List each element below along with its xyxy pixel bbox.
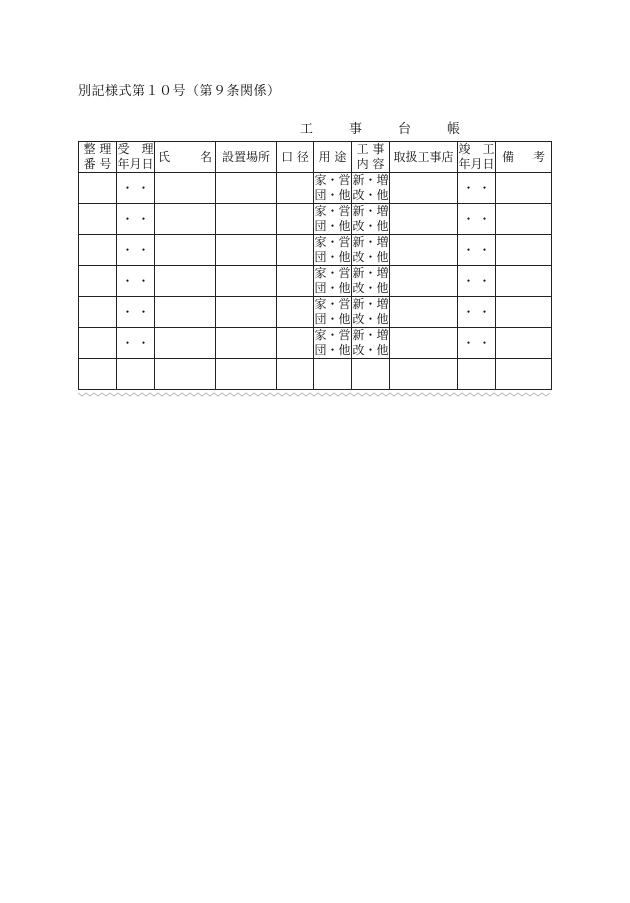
cell-setchi[interactable] xyxy=(216,173,277,204)
table-row xyxy=(79,235,552,266)
table-continuation-wavy-edge xyxy=(78,391,552,399)
cell-toriatsukai[interactable] xyxy=(390,173,458,204)
cell-shimei[interactable] xyxy=(155,297,216,328)
cell-toriatsukai[interactable] xyxy=(390,297,458,328)
cell-blank[interactable] xyxy=(216,359,277,390)
header-toriatsukai-koujiten: 取扱工事店 xyxy=(390,142,458,173)
cell-shunkou-date[interactable]: ・・ xyxy=(458,266,496,297)
form-number-label: 別記様式第１０号（第９条関係） xyxy=(78,84,281,99)
cell-blank[interactable] xyxy=(314,359,352,390)
cell-blank[interactable] xyxy=(277,359,314,390)
cell-seiri[interactable] xyxy=(79,328,117,359)
cell-youto[interactable]: 家・営 団・他 xyxy=(314,328,351,357)
cell-naiyou[interactable]: 新・増 改・他 xyxy=(352,328,389,357)
cell-juri-date[interactable]: ・・ xyxy=(117,297,155,328)
cell-bikou[interactable] xyxy=(496,235,552,266)
header-setchi-basho: 設置場所 xyxy=(216,142,277,173)
cell-toriatsukai[interactable] xyxy=(390,204,458,235)
cell-blank[interactable] xyxy=(79,359,117,390)
cell-seiri[interactable] xyxy=(79,297,117,328)
cell-seiri[interactable] xyxy=(79,173,117,204)
cell-blank[interactable] xyxy=(117,359,155,390)
header-bikou: 備 考 xyxy=(496,142,552,173)
cell-juri-date[interactable]: ・・ xyxy=(117,235,155,266)
title-char: 帳 xyxy=(446,122,460,137)
table-row xyxy=(79,328,552,359)
cell-bikou[interactable] xyxy=(496,328,552,359)
cell-youto[interactable]: 家・営 団・他 xyxy=(314,173,351,202)
cell-toriatsukai[interactable] xyxy=(390,235,458,266)
construction-ledger-table xyxy=(78,141,552,390)
cell-juri-date[interactable]: ・・ xyxy=(117,328,155,359)
cell-setchi[interactable] xyxy=(216,328,277,359)
cell-setchi[interactable] xyxy=(216,204,277,235)
cell-seiri[interactable] xyxy=(79,266,117,297)
cell-shunkou-date[interactable]: ・・ xyxy=(458,204,496,235)
cell-shunkou-date[interactable]: ・・ xyxy=(458,297,496,328)
cell-seiri[interactable] xyxy=(79,204,117,235)
cell-toriatsukai[interactable] xyxy=(390,266,458,297)
cell-naiyou[interactable]: 新・増 改・他 xyxy=(352,266,389,295)
cell-juri-date[interactable]: ・・ xyxy=(117,266,155,297)
cell-juri-date[interactable]: ・・ xyxy=(117,173,155,204)
cell-shunkou-date[interactable]: ・・ xyxy=(458,328,496,359)
cell-blank[interactable] xyxy=(352,359,390,390)
table-row-blank xyxy=(79,359,552,390)
header-shunkou-date: 竣 工 年月日 xyxy=(458,142,495,171)
header-shimei: 氏 名 xyxy=(155,142,216,173)
cell-shimei[interactable] xyxy=(155,204,216,235)
cell-shunkou-date[interactable]: ・・ xyxy=(458,173,496,204)
table-row xyxy=(79,204,552,235)
cell-setchi[interactable] xyxy=(216,297,277,328)
cell-bikou[interactable] xyxy=(496,297,552,328)
cell-koukei[interactable] xyxy=(277,204,314,235)
header-seiri-bangou: 整 理 番 号 xyxy=(79,142,117,173)
cell-koukei[interactable] xyxy=(277,235,314,266)
cell-naiyou[interactable]: 新・増 改・他 xyxy=(352,173,389,202)
cell-naiyou[interactable]: 新・増 改・他 xyxy=(352,297,389,326)
cell-koukei[interactable] xyxy=(277,173,314,204)
cell-koukei[interactable] xyxy=(277,266,314,297)
header-juri-date: 受 理 年月日 xyxy=(117,142,154,171)
cell-shimei[interactable] xyxy=(155,173,216,204)
cell-naiyou[interactable]: 新・増 改・他 xyxy=(352,235,389,264)
cell-bikou[interactable] xyxy=(496,173,552,204)
cell-blank[interactable] xyxy=(458,359,496,390)
title-char: 事 xyxy=(348,122,362,137)
header-row xyxy=(79,142,552,173)
cell-youto[interactable]: 家・営 団・他 xyxy=(314,297,351,326)
header-koukei: 口 径 xyxy=(277,142,314,173)
cell-juri-date[interactable]: ・・ xyxy=(117,204,155,235)
header-youto: 用 途 xyxy=(314,142,352,173)
cell-koukei[interactable] xyxy=(277,297,314,328)
cell-blank[interactable] xyxy=(496,359,552,390)
cell-youto[interactable]: 家・営 団・他 xyxy=(314,235,351,264)
cell-setchi[interactable] xyxy=(216,266,277,297)
table-row xyxy=(79,266,552,297)
header-kouji-naiyou: 工 事 内 容 xyxy=(352,142,390,173)
table-row xyxy=(79,173,552,204)
cell-koukei[interactable] xyxy=(277,328,314,359)
cell-setchi[interactable] xyxy=(216,235,277,266)
cell-blank[interactable] xyxy=(155,359,216,390)
cell-shimei[interactable] xyxy=(155,235,216,266)
cell-shimei[interactable] xyxy=(155,328,216,359)
title-char: 台 xyxy=(397,122,411,137)
table-row xyxy=(79,297,552,328)
cell-shimei[interactable] xyxy=(155,266,216,297)
cell-seiri[interactable] xyxy=(79,235,117,266)
cell-youto[interactable]: 家・営 団・他 xyxy=(314,204,351,233)
cell-naiyou[interactable]: 新・増 改・他 xyxy=(352,204,389,233)
cell-toriatsukai[interactable] xyxy=(390,328,458,359)
cell-bikou[interactable] xyxy=(496,204,552,235)
cell-bikou[interactable] xyxy=(496,266,552,297)
cell-youto[interactable]: 家・営 団・他 xyxy=(314,266,351,295)
cell-blank[interactable] xyxy=(390,359,458,390)
document-title xyxy=(300,118,460,137)
title-char: 工 xyxy=(300,122,314,137)
cell-shunkou-date[interactable]: ・・ xyxy=(458,235,496,266)
